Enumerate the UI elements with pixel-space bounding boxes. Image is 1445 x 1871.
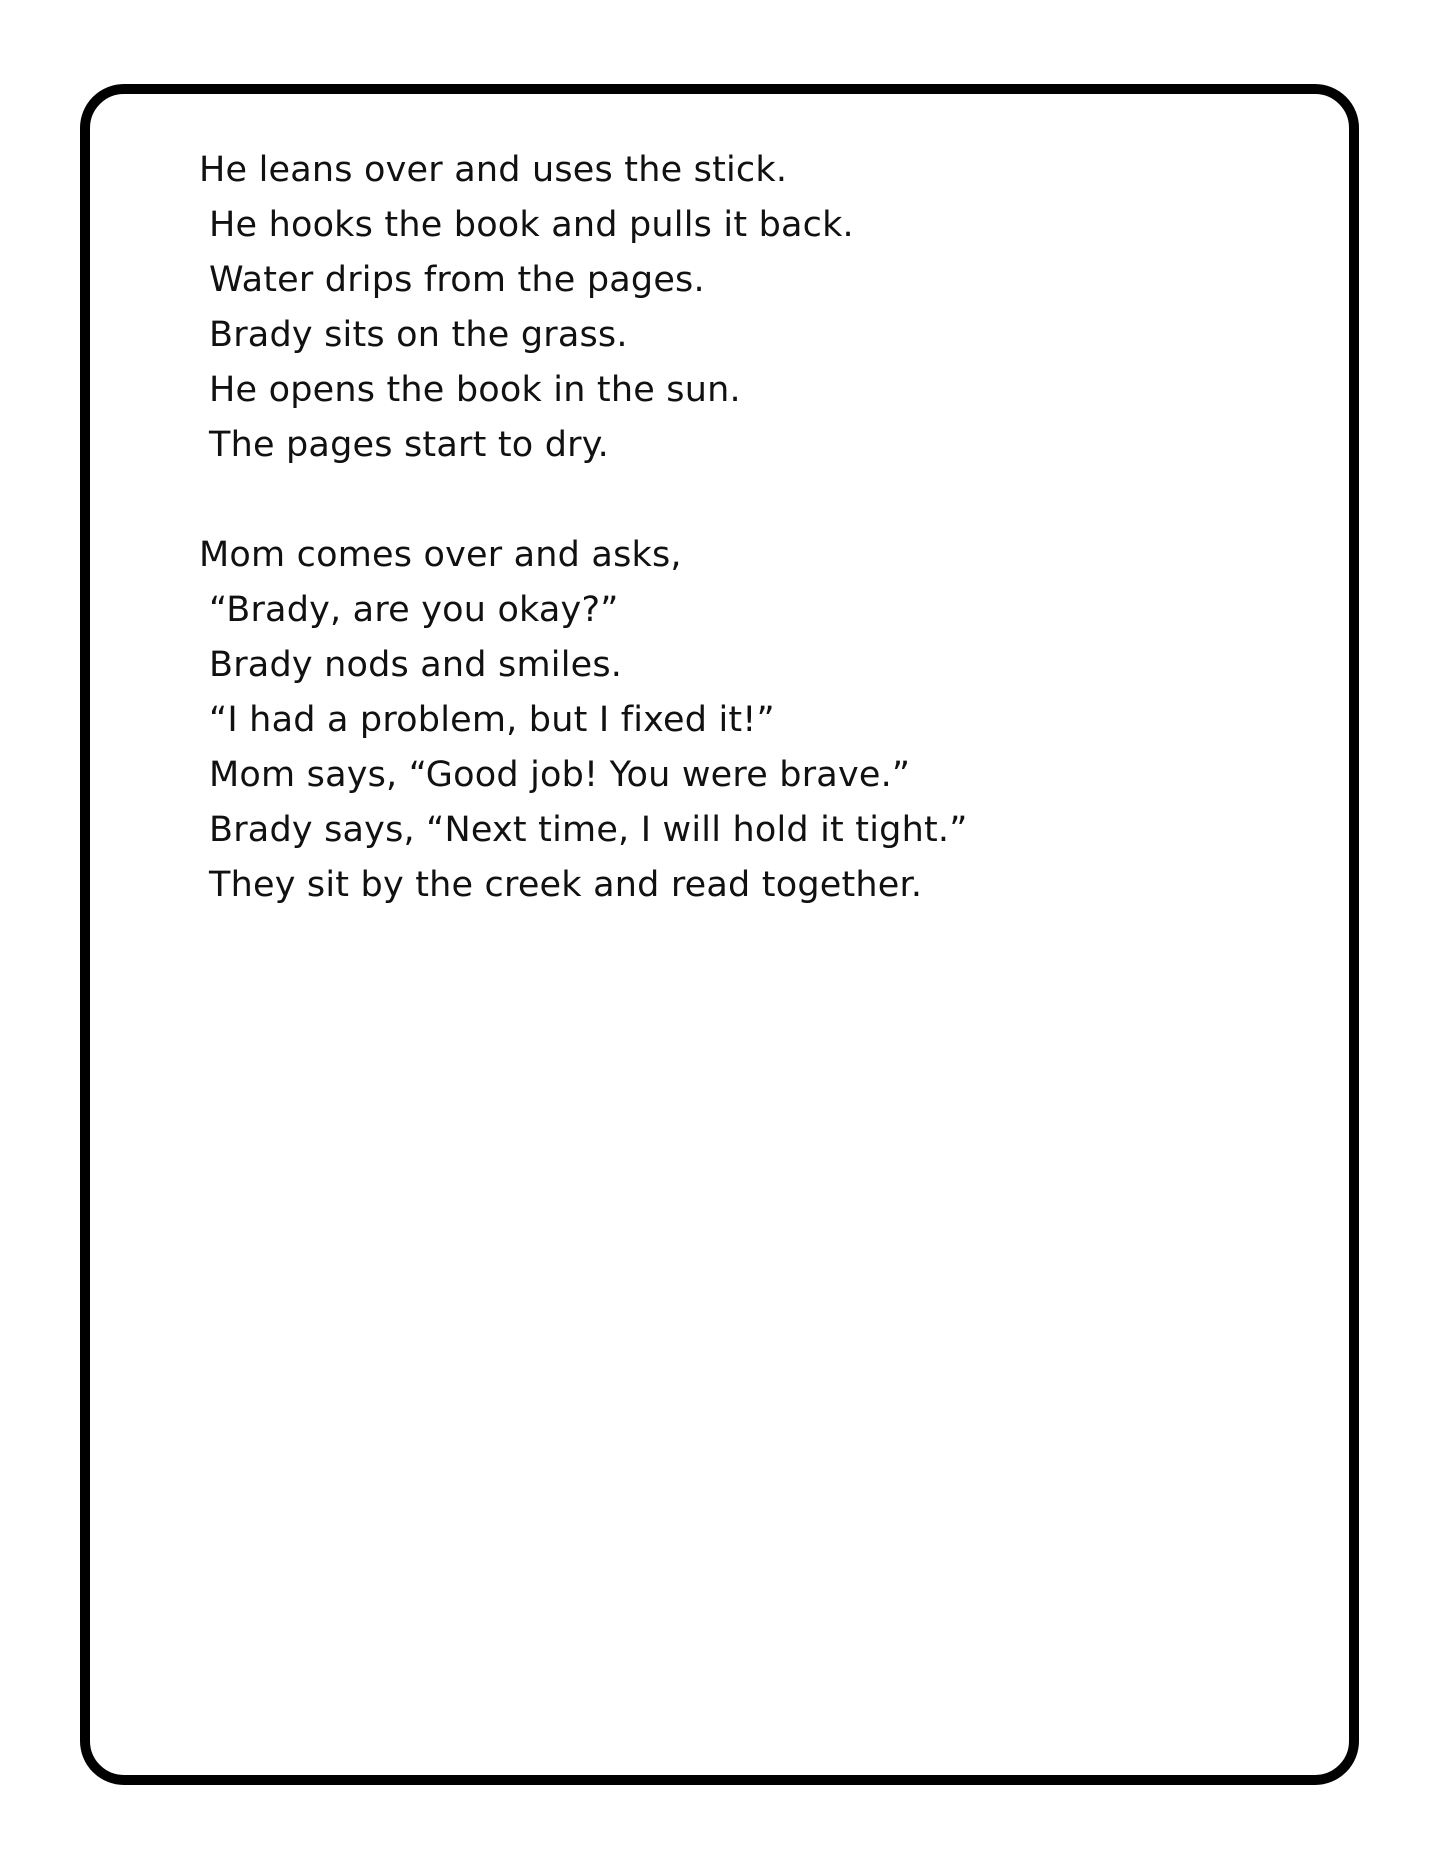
story-line: The pages start to dry.: [209, 425, 609, 465]
story-line: Brady sits on the grass.: [209, 315, 628, 355]
story-line: Brady nods and smiles.: [209, 645, 623, 685]
story-text: [199, 143, 1299, 913]
story-line: Mom says, “Good job! You were brave.”: [209, 755, 911, 795]
story-line: Mom comes over and asks,: [199, 535, 682, 575]
story-line: He hooks the book and pulls it back.: [209, 205, 854, 245]
story-line: Brady says, “Next time, I will hold it tight.”: [209, 810, 968, 850]
story-line: Water drips from the pages.: [209, 260, 705, 300]
story-line: They sit by the creek and read together.: [209, 865, 923, 905]
story-paragraph-2: [199, 528, 1299, 913]
story-line: “Brady, are you okay?”: [209, 590, 619, 630]
story-paragraph-1: [199, 143, 1299, 473]
story-line: He opens the book in the sun.: [209, 370, 741, 410]
story-line: He leans over and uses the stick.: [199, 150, 788, 190]
story-line: “I had a problem, but I fixed it!”: [209, 700, 775, 740]
